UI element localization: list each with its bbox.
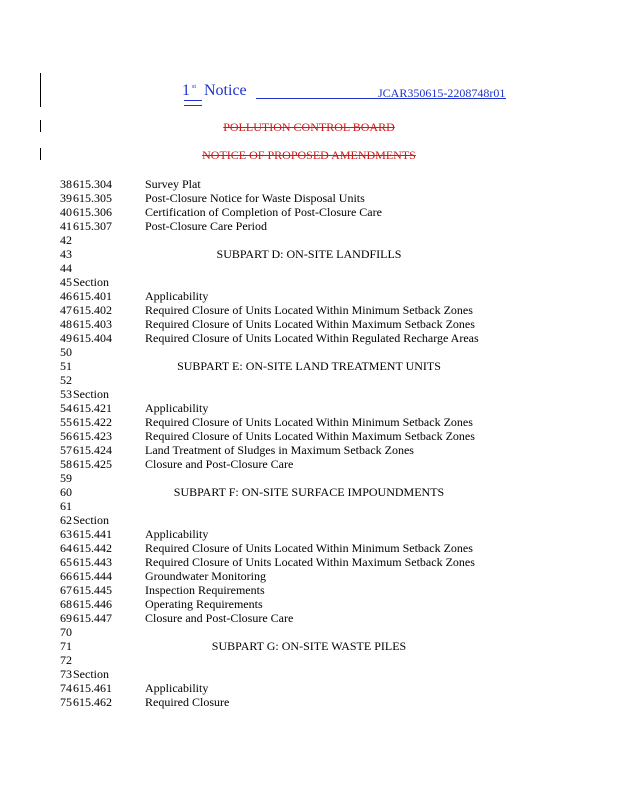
section-number: 615.447 [73,611,112,625]
section-number: 615.425 [73,457,112,471]
section-number: 615.403 [73,317,112,331]
line-number: 38 [60,177,72,191]
line-number: 42 [60,233,72,247]
line-number: 71 [60,639,72,653]
section-title: Required Closure of Units Located Within Minimum Setback Zones [145,541,473,555]
section-number: 615.444 [73,569,112,583]
section-number: 615.304 [73,177,112,191]
section-number: 615.306 [73,205,112,219]
line-number: 65 [60,555,72,569]
section-title: Required Closure of Units Located Within Minimum Setback Zones [145,303,473,317]
line-number: 59 [60,471,72,485]
board-name: POLLUTION CONTROL BOARD [223,120,395,134]
section-number: 615.461 [73,681,112,695]
section-title: Post-Closure Care Period [145,219,267,233]
section-title: Required Closure of Units Located Within Maximum Setback Zones [145,429,475,443]
section-number: 615.307 [73,219,112,233]
section-title: Inspection Requirements [145,583,265,597]
section-title: Required Closure of Units Located Within Maximum Setback Zones [145,555,475,569]
change-bar [40,73,41,107]
section-title: Required Closure of Units Located Within Regulated Recharge Areas [145,331,479,345]
section-number: 615.404 [73,331,112,345]
line-number: 56 [60,429,72,443]
line-number: 54 [60,401,72,415]
line-number: 66 [60,569,72,583]
section-number: 615.421 [73,401,112,415]
section-number: 615.446 [73,597,112,611]
section-title: Required Closure [145,695,230,709]
section-number: 615.443 [73,555,112,569]
line-number: 50 [60,345,72,359]
notice-title: NOTICE OF PROPOSED AMENDMENTS [202,148,416,162]
line-number: 75 [60,695,72,709]
section-title: Survey Plat [145,177,201,191]
subpart-heading: SUBPART G: ON-SITE WASTE PILES [211,639,407,653]
line-number: 73 [60,667,72,681]
line-number: 55 [60,415,72,429]
section-title: Closure and Post-Closure Care [145,611,294,625]
line-number: 52 [60,373,72,387]
line-number: 57 [60,443,72,457]
section-title: Applicability [145,289,209,303]
line-number: 43 [60,247,72,261]
section-number: 615.445 [73,583,112,597]
section-number: Section [73,513,109,527]
subpart-heading: SUBPART F: ON-SITE SURFACE IMPOUNDMENTS [173,485,445,499]
line-number: 44 [60,261,72,275]
section-title: Post-Closure Notice for Waste Disposal Units [145,191,365,205]
section-number: 615.442 [73,541,112,555]
line-number: 60 [60,485,72,499]
section-title: Required Closure of Units Located Within Minimum Setback Zones [145,415,473,429]
header-number: 1 [182,82,190,99]
section-title: Applicability [145,401,209,415]
line-number: 48 [60,317,72,331]
section-number: 615.441 [73,527,112,541]
line-number: 40 [60,205,72,219]
line-number: 70 [60,625,72,639]
section-title: Land Treatment of Sludges in Maximum Setback Zones [145,443,414,457]
section-number: Section [73,275,109,289]
line-number: 64 [60,541,72,555]
line-number: 45 [60,275,72,289]
line-number: 72 [60,653,72,667]
section-title: Groundwater Monitoring [145,569,266,583]
section-title: Required Closure of Units Located Within Maximum Setback Zones [145,317,475,331]
section-number: 615.424 [73,443,112,457]
section-title: Certification of Completion of Post-Closure Care [145,205,382,219]
page-header [182,82,512,106]
subpart-heading: SUBPART E: ON-SITE LAND TREATMENT UNITS [177,359,441,373]
line-number: 53 [60,387,72,401]
line-number: 51 [60,359,72,373]
section-title: Operating Requirements [145,597,263,611]
line-number: 46 [60,289,72,303]
line-number: 62 [60,513,72,527]
line-number: 63 [60,527,72,541]
line-number: 58 [60,457,72,471]
line-number: 74 [60,681,72,695]
subpart-heading: SUBPART D: ON-SITE LANDFILLS [216,247,402,261]
section-number: Section [73,667,109,681]
line-number: 49 [60,331,72,345]
section-number: 615.305 [73,191,112,205]
line-number: 61 [60,499,72,513]
section-number: 615.402 [73,303,112,317]
header-underline-mark [184,100,202,101]
line-number: 68 [60,597,72,611]
section-number: 615.462 [73,695,112,709]
line-number: 41 [60,219,72,233]
section-number: 615.401 [73,289,112,303]
header-superscript: st [192,84,197,90]
line-number: 67 [60,583,72,597]
line-number: 69 [60,611,72,625]
section-title: Applicability [145,681,209,695]
section-number: 615.422 [73,415,112,429]
section-title: Applicability [145,527,209,541]
section-number: Section [73,387,109,401]
section-title: Closure and Post-Closure Care [145,457,294,471]
section-number: 615.423 [73,429,112,443]
line-number: 39 [60,191,72,205]
line-number: 47 [60,303,72,317]
header-underline-mark [184,105,202,106]
header-notice: Notice [204,82,247,99]
header-code: JCAR350615-2208748r01 [378,86,506,100]
